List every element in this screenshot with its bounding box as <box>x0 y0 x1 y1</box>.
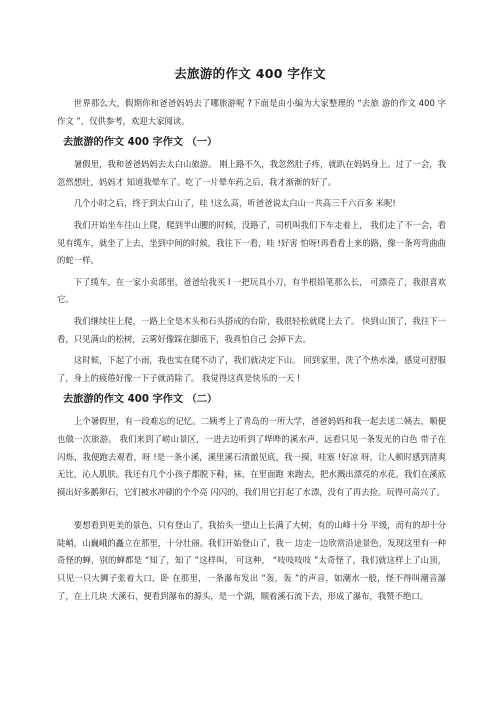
intro-paragraph: 世界那么大，假期你和爸爸妈妈去了哪旅游呢 ?下面是由小编为大家整理的 “去旅 游的作文 400 字作文 ”，仅供参考，欢迎大家阅读。 <box>57 98 446 126</box>
paragraph: 我们继续往上爬，一路上全是木头和石头搭成的台阶，我很轻松就爬上去了。 快到山顶了，我往下一看，只见满山的松树，云雾好像踩在脚底下，我真怕自己 会掉下去。 <box>57 315 446 344</box>
paragraph: 这时候，下起了小雨，我也实在爬不动了，我们就决定下山。 回到家里，洗了个热水澡，感觉可舒服了，身上的疲倦好像一下子就消除了。 我觉得这真是快乐的一天 ! <box>57 355 446 383</box>
paragraph: 几个小时之后，终于到太白山了，哇 !这么高，听爸爸说太白山一共高三千六百多 米呢! <box>73 198 396 209</box>
paragraph: 暑假里，我和爸爸妈妈去太白山旅游。 刚上路不久，我忽然肚子疼，就趴在妈妈身上。过了一会，我忽然想吐，妈妈才 知道我晕车了。吃了一片晕车药之后，我才渐渐的好了。 <box>57 159 446 187</box>
paragraph: 上个暑假里，有一段难忘的记忆。二姨考上了青岛的一所大学，爸爸妈妈和我一起去送二姨去，顺便也做一次旅游。 我们来到了崂山景区，一进去边听到了哗哗的溪水声，远看只见一条发光的白色 带子在闪烁，我便跑去观看，呀 !是一条小溪，溪里溪石清澈见底，我一摸，哇塞 !好凉 呀，让人顿时感到清爽无比，沁人肌肤。我还有几个小孩子都脱下鞋，袜，在里面跑 来跑去，把水溅出漂亮的水花，我们在溪底摸出好多鹅卵石，它们被水冲刷的个个亮 闪闪的，我们用它打起了水漂，没有了再去捡。玩得可高兴了。 <box>57 416 446 497</box>
paragraph-gap <box>57 505 446 517</box>
document-body <box>57 95 446 609</box>
section-heading-2: 去旅游的作文 400 字作文 （二） <box>63 394 218 406</box>
paragraph: 要想看到更美的景色，只有登山了，我抬头一望山上长满了大树，有的山峰十分 平缓，而有的却十分陡峭，山巍峨的矗立在那里，十分壮丽。我们开始登山了，我一 边走一边欣赏沿途景色，发现这里有一种奇怪的蝉，别的蝉都是 “知了，知了 ”这样叫， 可这种， “吱吱吱吱 ”太奇怪了，我们就这样上了山顶，只见一只大狮子张着大口，卧 在那里，一条瀑布发出 “轰，轰 ”的声音，如潮水一般，怪不得叫潮音瀑了，在上几块 大溪石，便看到瀑布的源头，是一个湖，顺着溪石流下去，形成了瀑布，我赞不绝口。 <box>57 520 446 601</box>
paragraph: 我们开始坐车往山上爬，爬到半山腰的时候，没路了，司机叫我们下车走着上， 我们走了不一会，看见有缆车，就坐了上去，坐到中间的时候，我往下一看，哇 !好害 怕呀!再看看上来的路，像一条弯弯曲曲的蛇一样。 <box>57 219 446 266</box>
document-title: 去旅游的作文 400 字作文 <box>174 66 326 81</box>
section-heading-1: 去旅游的作文 400 字作文 （一） <box>63 137 218 149</box>
paragraph: 下了缆车，在一家小卖部里，爸爸给我买 l 一把玩具小刀，有半根铅笔那么长， 可漂亮了，我很喜欢它。 <box>57 276 446 305</box>
